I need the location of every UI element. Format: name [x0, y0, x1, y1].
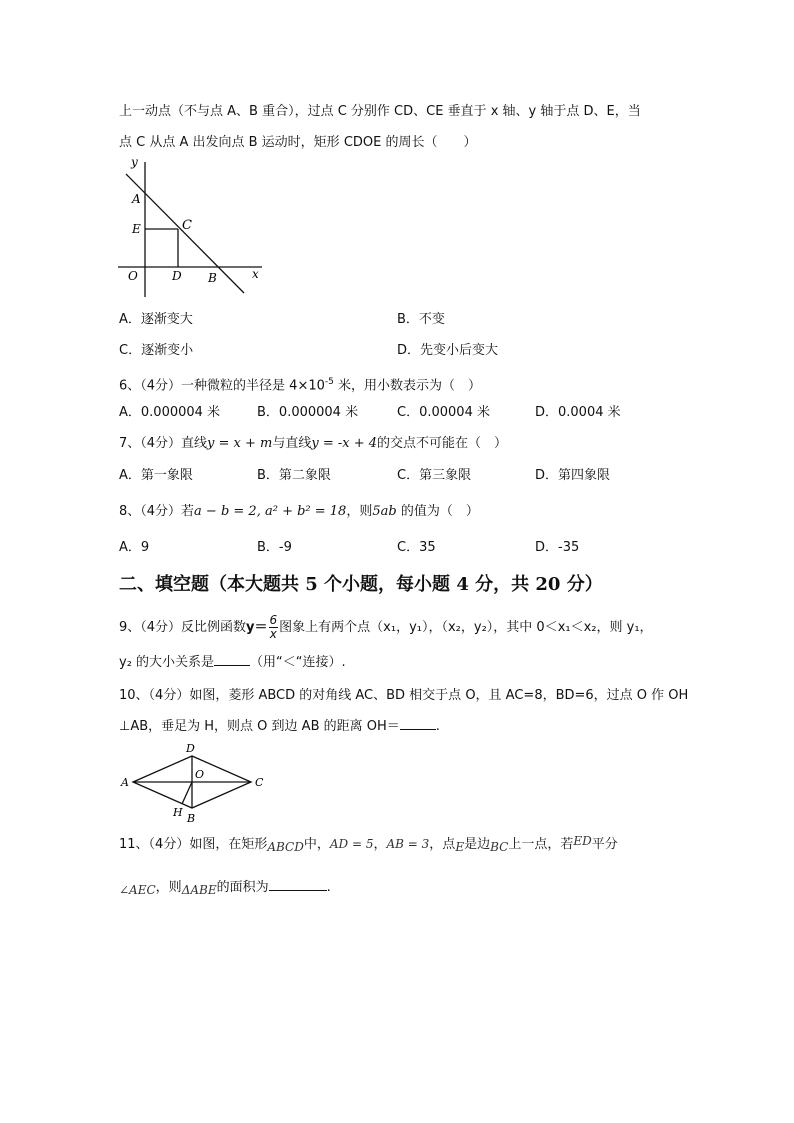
- q8-condition: a − b = 2, a² + b² = 18: [194, 504, 347, 519]
- q11-mid5: ，则: [155, 880, 182, 895]
- q11-ad: AD = 5: [329, 837, 374, 851]
- label-d: D: [186, 742, 195, 755]
- q11-answer-blank[interactable]: [269, 877, 327, 891]
- q9-function-lhs: y＝: [246, 620, 268, 635]
- q9-fraction: [269, 614, 279, 641]
- q11-mid1: 中，: [303, 837, 330, 852]
- q8-prefix: 8、（4分）若: [119, 504, 195, 519]
- label-b: B: [187, 812, 196, 825]
- q6-option-d: D．0.0004 米: [535, 405, 621, 420]
- q6-suffix: 米，用小数表示为（ ）: [333, 378, 482, 394]
- q10-line2-text: ⊥AB，垂足为 H，则点 O 到边 AB 的距离 OH＝: [119, 719, 400, 734]
- label-b: B: [208, 271, 217, 285]
- label-a: A: [121, 776, 129, 789]
- q11-ab: AB = 3: [386, 837, 430, 851]
- q5-option-d: D．先变小后变大: [397, 343, 499, 358]
- q11-prefix: 11、（4分）如图，在矩形: [119, 837, 268, 852]
- q5-option-c: C．逐渐变小: [119, 343, 194, 358]
- q9-fraction-denominator: x: [269, 627, 277, 641]
- q8-option-b: B．-9: [257, 540, 292, 555]
- q7-prefix: 7、（4分）直线: [119, 436, 208, 451]
- label-d: D: [172, 269, 182, 283]
- label-y: y: [131, 155, 138, 169]
- q8-option-c: C．35: [397, 540, 436, 555]
- q7-option-c: C．第三象限: [397, 468, 472, 483]
- q9-stem: [119, 613, 653, 643]
- q8-option-d: D．-35: [535, 540, 580, 555]
- q11-end2: 的面积为: [216, 880, 269, 895]
- q7-suffix: 的交点不可能在（ ）: [377, 436, 508, 451]
- q7-option-d: D．第四象限: [535, 468, 611, 483]
- q9-line2-text: y₂ 的大小关系是: [119, 655, 215, 670]
- q8-suffix: 的值为（ ）: [396, 504, 479, 519]
- q11-line2: [119, 876, 331, 899]
- q5-option-b: B．不变: [397, 312, 445, 327]
- section-heading-fill-in: 二、填空题（本大题共 5 个小题，每小题 4 分，共 20 分）: [119, 574, 603, 595]
- label-o: O: [195, 768, 205, 781]
- q11-triangle: ΔABE: [181, 883, 217, 897]
- q7-option-a: A．第一象限: [119, 468, 193, 483]
- q5-option-a: A．逐渐变大: [119, 312, 193, 327]
- q5-coordinate-figure: [116, 152, 268, 302]
- q7-option-b: B．第二象限: [257, 468, 331, 483]
- q10-line2-end: .: [435, 719, 440, 734]
- q11-sep: ，: [373, 837, 387, 852]
- label-h: H: [173, 806, 183, 819]
- q9-fraction-numerator: 6: [269, 613, 278, 627]
- q11-line1: [119, 833, 618, 856]
- q11-angle: ∠AEC: [119, 883, 156, 897]
- q6-stem: [119, 372, 481, 396]
- label-e: E: [132, 222, 141, 236]
- q5-text-line1: 上一动点（不与点 A、B 重合），过点 C 分别作 CD、CE 垂直于 x 轴、y 轴于点 D、E，当: [119, 104, 641, 119]
- label-x: x: [252, 267, 259, 281]
- q11-end3: .: [326, 880, 331, 895]
- q5-text-line2: 点 C 从点 A 出发向点 B 运动时，矩形 CDOE 的周长（ ）: [119, 135, 477, 150]
- q6-exponent: -5: [324, 377, 334, 387]
- label-c: C: [182, 218, 192, 233]
- line-ab: [126, 174, 244, 293]
- q8-option-a: A．9: [119, 540, 150, 555]
- q11-point-e: E: [455, 840, 465, 854]
- q7-equation-1: y = x + m: [207, 436, 273, 451]
- q11-mid2: ，点: [429, 837, 456, 852]
- q9-line2-end: （用“＜“连接）.: [250, 655, 346, 670]
- q8-stem: [119, 502, 479, 522]
- q6-option-b: B．0.000004 米: [257, 405, 359, 420]
- q9-answer-blank[interactable]: [214, 652, 250, 666]
- q8-expression: 5ab: [372, 504, 397, 519]
- q9-prefix: 9、（4分）反比例函数: [119, 620, 247, 635]
- q11-mid3: 是边: [464, 837, 491, 852]
- q10-answer-blank[interactable]: [400, 716, 436, 730]
- q6-option-a: A．0.000004 米: [119, 405, 221, 420]
- q10-line1: 10、（4分）如图，菱形 ABCD 的对角线 AC、BD 相交于点 O，且 AC=8，BD=6，过点 O 作 OH: [119, 688, 689, 703]
- q7-equation-2: y = -x + 4: [311, 436, 378, 451]
- label-c: C: [255, 776, 264, 789]
- q9-mid: 图象上有两个点（x₁，y₁），（x₂，y₂），其中 0＜x₁＜x₂，则 y₁，: [279, 620, 653, 635]
- q7-mid: 与直线: [272, 436, 312, 451]
- q6-prefix: 6、（4分）一种微粒的半径是 4×10: [119, 378, 325, 394]
- q11-end1: 平分: [591, 837, 618, 852]
- q7-stem: [119, 434, 507, 454]
- label-a: A: [132, 192, 141, 206]
- q11-rect: ABCD: [267, 840, 304, 854]
- q11-side-bc: BC: [490, 840, 509, 854]
- label-o: O: [128, 269, 138, 283]
- q10-rhombus-figure: [116, 742, 268, 826]
- q9-line2: [119, 652, 346, 673]
- q10-line2: [119, 716, 440, 737]
- q11-mid4: 上一点，若: [508, 837, 574, 852]
- q8-mid: ，则: [346, 504, 373, 519]
- q6-option-c: C．0.00004 米: [397, 405, 490, 420]
- segment-oh: [182, 782, 192, 804]
- q11-segment-ed: ED: [573, 834, 592, 848]
